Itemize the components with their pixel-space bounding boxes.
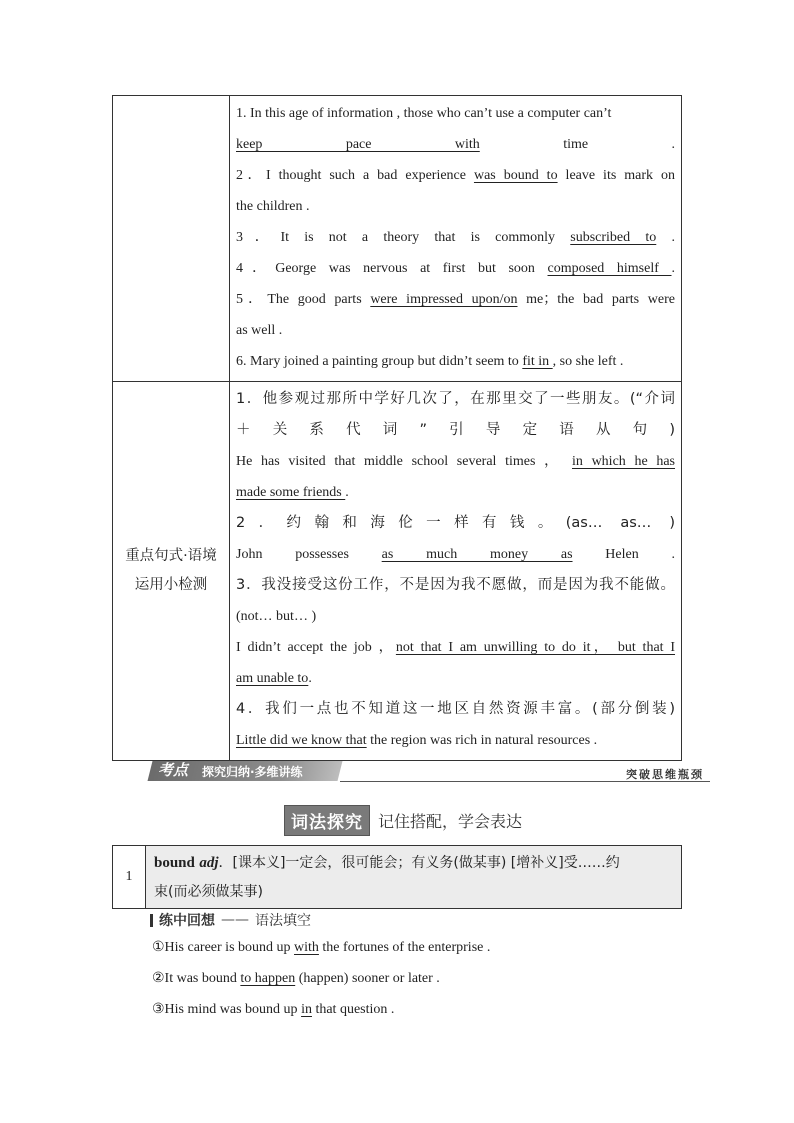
chinese-prompt: 3．我没接受这份工作，不是因为我不愿做，而是因为我不能做。 [236,577,675,593]
answer-blank: fit in [522,354,553,369]
sentence-text: John possesses [236,547,382,562]
vocab-number: 1 [113,846,146,908]
answer-blank: Little did we know that [236,733,367,748]
exercise-answer: in [301,1002,312,1017]
vocab-def-2: 束(而必须做某事) [154,884,263,900]
sentence-text: . [671,261,675,276]
sentence-text: me；the bad parts were [517,292,675,307]
answer-line [236,160,675,191]
answer-line [236,477,675,508]
exercise-text: that question . [311,1002,395,1017]
vocab-line-1 [154,849,673,878]
chinese-prompt: 2．约翰和海伦一样有钱。(as… as… ) [236,515,675,531]
answer-line [236,415,675,446]
practice-bar [150,914,153,927]
answer-blank: were impressed upon/on [370,292,518,307]
section-heading [284,806,522,834]
vocab-def-1: ．[课本义]一定会，很可能会；有义务(做某事) [增补义]受……约 [218,855,620,871]
practice-type: 语法填空 [255,913,311,929]
answer-line [236,253,675,284]
vocab-word: bound [154,855,195,871]
exercise-item [152,969,440,989]
answer-line [236,222,675,253]
exercise-text: ②It was bound [152,971,241,986]
banner-subtitle: 探究归纳·多维讲练 [202,765,303,779]
sentence-text: 2．I thought such a bad experience [236,168,474,183]
answer-line [236,601,675,632]
answer-blank: composed himself [547,261,672,276]
vocab-entry [112,845,682,909]
vocab-definition [146,846,681,908]
answer-blank: not that I am unwilling to do it， but that I [395,640,676,655]
sentence-text: . [656,230,675,245]
answer-line [236,284,675,315]
sentence-text: . [345,485,349,500]
banner-tag: 考点 [158,761,189,779]
answer-line [236,315,675,346]
review-table [112,95,682,761]
answer-blank: as much money as [381,547,573,562]
answer-line [236,694,675,725]
answer-blank: made some friends [236,485,346,500]
banner-right-text: 突破思维瓶颈 [626,768,704,781]
answer-line [236,663,675,694]
sentence-text: (not… but… ) [236,609,317,624]
sentence-text: , so she left . [552,354,624,369]
sentence-text: 3．It is not a theory that is commonly [236,230,571,245]
sentence-text: 4．George was nervous at first but soon [236,261,548,276]
sentence-text: 6. Mary joined a painting group but didn’t seem to [236,354,523,369]
chinese-prompt: ＋关系代词”引导定语从句) [236,422,675,438]
exercise-answer: with [294,940,319,955]
practice-heading [150,910,311,930]
exercise-answer: to happen [240,971,296,986]
row-label-phrases [113,96,230,381]
sentence-text: leave its mark on [557,168,675,183]
answer-blank: in which he has [572,454,676,469]
chinese-prompt: 1．他参观过那所中学好几次了，在那里交了一些朋友。(“介词 [236,391,675,407]
row-label-sentences [113,382,230,760]
chinese-prompt: 4．我们一点也不知道这一地区自然资源丰富。(部分倒装) [236,701,675,717]
phrase-answers [230,96,681,381]
sentence-text: the region was rich in natural resources . [366,733,598,748]
answer-blank: subscribed to [570,230,657,245]
sentence-text: He has visited that middle school several times ， [236,454,572,469]
sentence-text: 5．The good parts [236,292,371,307]
answer-line [236,384,675,415]
answer-line [236,191,675,222]
sentence-text: 1. In this age of information , those who can’t use a computer can’t [236,106,612,121]
row-label-text: 重点句式·语境运用小检测 [125,548,217,593]
answer-line [236,725,675,756]
section-heading-text: 记住搭配，学会表达 [378,811,523,831]
exercise-text: the fortunes of the enterprise . [318,940,491,955]
sentence-text: I didn’t accept the job ， [236,640,396,655]
section-heading-box: 词法探究 [284,805,370,836]
exercise-text: ①His career is bound up [152,940,295,955]
sentence-text: the children . [236,199,310,214]
table-row-sentences [113,382,681,760]
answer-line [236,632,675,663]
answer-line [236,539,675,570]
answer-line [236,508,675,539]
answer-line [236,570,675,601]
answer-blank: am unable to [236,671,309,686]
exercise-item [152,1000,394,1020]
sentence-text: time . [479,137,675,152]
exercise-text: ③His mind was bound up [152,1002,302,1017]
practice-dash: —— [221,912,249,928]
vocab-pos: adj [199,855,219,871]
answer-line [236,446,675,477]
exercise-item [152,938,490,958]
section-banner [150,758,710,786]
answer-line [236,98,675,129]
answer-blank: keep pace with [236,137,480,152]
answer-line [236,346,675,377]
answer-blank: was bound to [473,168,558,183]
practice-title: 练中回想 [159,913,215,929]
sentence-answers [230,382,681,760]
answer-line [236,129,675,160]
sentence-text: . [308,671,312,686]
sentence-text: as well . [236,323,283,338]
table-row-phrases [113,96,681,382]
sentence-text: Helen . [572,547,676,562]
exercise-text: (happen) sooner or later . [295,971,440,986]
